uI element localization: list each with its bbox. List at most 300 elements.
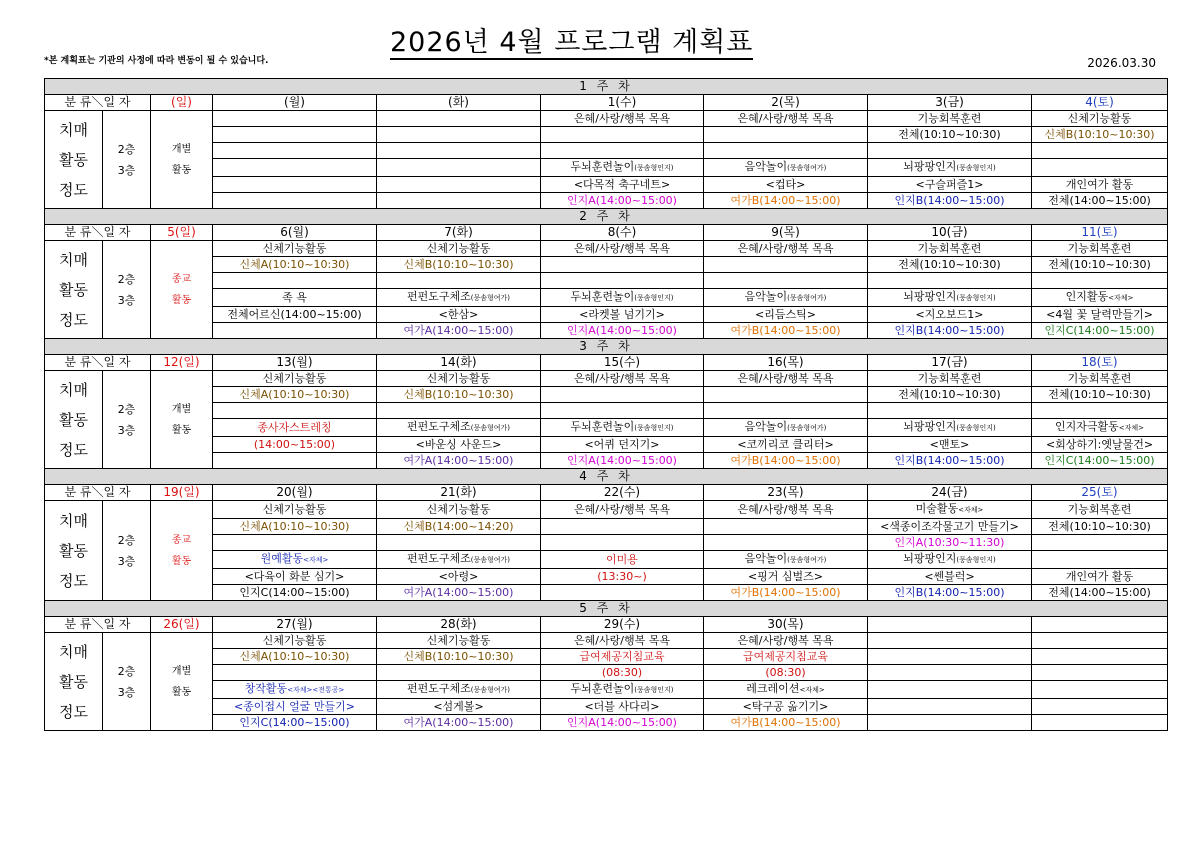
activity-tag: <자체> (799, 686, 825, 694)
schedule-cell (213, 273, 377, 289)
day-header: 6(월) (213, 225, 377, 241)
sunday-activity-line: 활동 (171, 555, 192, 567)
sunday-activity-line: 활동 (171, 686, 192, 698)
schedule-cell (213, 307, 377, 323)
schedule-cell (377, 633, 541, 649)
activity-text: 은혜/사랑/행복 목욕 (737, 242, 834, 255)
day-header: 13(월) (213, 355, 377, 371)
schedule-cell (377, 501, 541, 519)
activity-text: 창작활동 (244, 682, 288, 695)
activity-text: <바운싱 사운드> (415, 438, 502, 451)
activity-tag: <자체> (1108, 294, 1134, 302)
schedule-cell (213, 585, 377, 601)
schedule-cell (377, 715, 541, 731)
schedule-cell (868, 501, 1032, 519)
sunday-activity-line: 종교 (171, 534, 192, 546)
schedule-cell (704, 519, 868, 535)
activity-tag: (뭉솜형인지) (956, 164, 996, 172)
schedule-cell (377, 143, 541, 159)
schedule-cell (1032, 715, 1168, 731)
schedule-cell (541, 665, 704, 681)
schedule-cell (704, 143, 868, 159)
floor-line: 3층 (117, 293, 136, 307)
day-header: 10(금) (868, 225, 1032, 241)
activity-text: <맨토> (929, 438, 970, 451)
schedule-cell (704, 127, 868, 143)
activity-text: <코끼리코 클리터> (737, 438, 834, 451)
schedule-cell (377, 569, 541, 585)
schedule-row (45, 699, 1168, 715)
activity-text: 은혜/사랑/행복 목욕 (574, 634, 670, 647)
schedule-cell (213, 387, 377, 403)
schedule-cell (541, 715, 704, 731)
category-line: 정도 (59, 440, 88, 459)
schedule-row (45, 535, 1168, 551)
activity-tag: (뭉솜형여가) (470, 294, 511, 302)
activity-text: (08:30) (601, 666, 643, 679)
schedule-cell (704, 193, 868, 209)
activity-text: 은혜/사랑/행복 목욕 (574, 242, 670, 255)
day-header-row (45, 95, 1168, 111)
activity-text: 전체(10:10~10:30) (898, 388, 1001, 401)
saturday-header: 11(토) (1032, 225, 1168, 241)
schedule-cell (213, 715, 377, 731)
schedule-cell (213, 143, 377, 159)
sunday-activity-line: 활동 (171, 424, 192, 436)
schedule-cell (704, 323, 868, 339)
activity-text: 전체(10:10~10:30) (898, 128, 1001, 141)
schedule-row (45, 111, 1168, 127)
activity-text: 전체(10:10~10:30) (898, 258, 1001, 271)
activity-text: 인지A(10:30~11:30) (894, 536, 1005, 549)
schedule-cell (1032, 519, 1168, 535)
schedule-cell (1032, 143, 1168, 159)
schedule-cell (868, 111, 1032, 127)
schedule-cell (1032, 535, 1168, 551)
schedule-cell (213, 323, 377, 339)
activity-text: 인지C(14:00~15:00) (1044, 324, 1155, 337)
schedule-cell (868, 453, 1032, 469)
schedule-cell (1032, 177, 1168, 193)
schedule-cell (704, 551, 868, 569)
schedule-cell (704, 289, 868, 307)
schedule-cell (541, 551, 704, 569)
schedule-cell (213, 257, 377, 273)
category-line: 정도 (59, 310, 88, 329)
day-header: 17(금) (868, 355, 1032, 371)
week-title: 1 주 차 (45, 79, 1168, 95)
category-line: 활동 (59, 541, 88, 560)
activity-text: <컵타> (765, 178, 806, 191)
schedule-cell (541, 241, 704, 257)
activity-text: 인지C(14:00~15:00) (1044, 454, 1155, 467)
schedule-cell (377, 535, 541, 551)
schedule-cell (213, 633, 377, 649)
activity-text: 여가B(14:00~15:00) (730, 716, 841, 729)
day-header-row (45, 617, 1168, 633)
schedule-row (45, 289, 1168, 307)
activity-text: <종이접시 얼굴 만들기> (233, 700, 356, 713)
day-header (868, 617, 1032, 633)
floor-label (103, 633, 151, 731)
day-header: 7(화) (377, 225, 541, 241)
activity-text: 음악놀이 (744, 420, 788, 433)
schedule-row (45, 241, 1168, 257)
activity-text: 여가B(14:00~15:00) (730, 194, 841, 207)
day-header: (화) (377, 95, 541, 111)
schedule-cell (377, 289, 541, 307)
category-line: 정도 (59, 571, 88, 590)
activity-tag: (뭉솜형인지) (634, 294, 674, 302)
day-header: 15(수) (541, 355, 704, 371)
schedule-cell (213, 403, 377, 419)
activity-text: 펀펀도구체조 (406, 552, 471, 565)
schedule-cell (704, 649, 868, 665)
activity-tag: (뭉솜형여가) (470, 556, 511, 564)
activity-text: 인지A(14:00~15:00) (567, 454, 677, 467)
activity-text: 전체(10:10~10:30) (1048, 388, 1151, 401)
activity-text: 여가A(14:00~15:00) (403, 586, 514, 599)
schedule-row (45, 193, 1168, 209)
schedule-cell (868, 681, 1032, 699)
week-title: 3 주 차 (45, 339, 1168, 355)
floor-label (103, 371, 151, 469)
activity-text: <다육이 화분 심기> (244, 570, 345, 583)
week-bar (45, 339, 1168, 355)
activity-tag: (뭉솜형여가) (787, 164, 827, 172)
schedule-cell (868, 371, 1032, 387)
activity-text: 신체기능활동 (1067, 112, 1132, 125)
category-line: 치매 (59, 642, 88, 661)
schedule-cell (704, 501, 868, 519)
activity-text: 인지활동 (1065, 290, 1109, 303)
schedule-cell (1032, 419, 1168, 437)
schedule-cell (704, 437, 868, 453)
day-header: 2(목) (704, 95, 868, 111)
activity-text: 여가B(14:00~15:00) (730, 586, 841, 599)
activity-tag: (뭉솜형여가) (470, 424, 511, 432)
activity-text: 족 욕 (282, 291, 307, 304)
activity-text: 개인여가 활동 (1065, 570, 1134, 583)
activity-text: 기능회복훈련 (1067, 372, 1132, 385)
category-label (45, 371, 103, 469)
activity-text: 은혜/사랑/행복 목욕 (574, 503, 670, 516)
activity-text: 신체B(10:10~10:30) (403, 258, 514, 271)
schedule-row (45, 127, 1168, 143)
schedule-cell (868, 323, 1032, 339)
schedule-cell (377, 437, 541, 453)
activity-text: 레크레이션 (746, 682, 800, 695)
schedule-row (45, 453, 1168, 469)
schedule-cell (213, 111, 377, 127)
day-header: 22(수) (541, 485, 704, 501)
category-date-header: 분 류＼일 자 (45, 485, 151, 501)
activity-text: 이미용 (606, 553, 638, 566)
schedule-cell (541, 323, 704, 339)
activity-text: 펀펀도구체조 (406, 682, 471, 695)
activity-text: 신체A(10:10~10:30) (239, 650, 350, 663)
day-header: 14(화) (377, 355, 541, 371)
schedule-row (45, 649, 1168, 665)
schedule-cell (213, 437, 377, 453)
activity-text: <다목적 축구네트> (573, 178, 671, 191)
schedule-cell (377, 649, 541, 665)
activity-text: 종사자스트레칭 (257, 421, 332, 434)
activity-text: 은혜/사랑/행복 목욕 (737, 634, 834, 647)
activity-text: 전체(14:00~15:00) (1048, 586, 1151, 599)
notice-text: *본 계획표는 기관의 사정에 따라 변동이 될 수 있습니다. (44, 56, 269, 66)
schedule-cell (541, 681, 704, 699)
activity-text: <색종이조각물고기 만들기> (880, 520, 1019, 533)
schedule-cell (541, 437, 704, 453)
saturday-header: 18(토) (1032, 355, 1168, 371)
activity-text: 두뇌훈련놀이 (570, 682, 635, 695)
category-line: 치매 (59, 120, 88, 139)
day-header: 9(목) (704, 225, 868, 241)
day-header: 23(목) (704, 485, 868, 501)
schedule-cell (541, 273, 704, 289)
schedule-cell (704, 453, 868, 469)
schedule-cell (868, 535, 1032, 551)
schedule-cell (377, 551, 541, 569)
schedule-cell (213, 649, 377, 665)
schedule-cell (704, 111, 868, 127)
schedule-cell (868, 289, 1032, 307)
saturday-header: 4(토) (1032, 95, 1168, 111)
activity-text: 여가B(14:00~15:00) (730, 324, 841, 337)
schedule-row (45, 177, 1168, 193)
category-line: 정도 (59, 180, 88, 199)
schedule-cell (541, 371, 704, 387)
schedule-cell (541, 177, 704, 193)
schedule-cell (868, 665, 1032, 681)
activity-text: 두뇌훈련놀이 (570, 160, 635, 173)
activity-text: 신체A(10:10~10:30) (239, 258, 350, 271)
schedule-row (45, 307, 1168, 323)
activity-text: 급여제공지침교육 (579, 650, 665, 663)
schedule-cell (541, 387, 704, 403)
schedule-cell (704, 371, 868, 387)
week-title: 4 주 차 (45, 469, 1168, 485)
schedule-cell (1032, 665, 1168, 681)
day-header: 21(화) (377, 485, 541, 501)
schedule-cell (213, 535, 377, 551)
schedule-cell (541, 403, 704, 419)
activity-text: 신체기능활동 (262, 503, 327, 516)
activity-tag: <자체> (1118, 424, 1145, 432)
activity-tag: <자체><전통공> (287, 686, 345, 694)
activity-tag: (뭉솜형인지) (956, 294, 996, 302)
sunday-activity-label (151, 633, 213, 731)
activity-text: 음악놀이 (744, 552, 788, 565)
schedule-cell (213, 127, 377, 143)
activity-text: 음악놀이 (744, 160, 788, 173)
activity-text: 신체B(14:00~14:20) (403, 520, 514, 533)
schedule-row (45, 273, 1168, 289)
floor-line: 2층 (117, 402, 136, 416)
schedule-cell (704, 403, 868, 419)
day-header: 8(수) (541, 225, 704, 241)
activity-text: <섬게볼> (433, 700, 484, 713)
activity-text: <4월 꽃 달력만들기> (1046, 308, 1153, 321)
schedule-cell (541, 633, 704, 649)
schedule-cell (704, 681, 868, 699)
schedule-cell (541, 159, 704, 177)
category-date-header: 분 류＼일 자 (45, 617, 151, 633)
schedule-cell (377, 519, 541, 535)
week-title: 5 주 차 (45, 601, 1168, 617)
activity-tag: (뭉솜형인지) (956, 556, 996, 564)
activity-text: 신체기능활동 (262, 242, 327, 255)
activity-text: 여가B(14:00~15:00) (730, 454, 841, 467)
activity-text: 은혜/사랑/행복 목욕 (737, 372, 834, 385)
day-header: 20(월) (213, 485, 377, 501)
category-line: 활동 (59, 410, 88, 429)
schedule-cell (704, 387, 868, 403)
schedule-cell (541, 419, 704, 437)
activity-text: <구슬퍼즐1> (915, 178, 984, 191)
schedule-cell (704, 633, 868, 649)
activity-text: 신체기능활동 (426, 503, 491, 516)
schedule-row (45, 681, 1168, 699)
week-bar (45, 209, 1168, 225)
schedule-row (45, 437, 1168, 453)
activity-text: <핑거 심벌즈> (747, 570, 824, 583)
activity-text: 은혜/사랑/행복 목욕 (737, 503, 834, 516)
activity-text: 신체B(10:10~10:30) (403, 650, 514, 663)
category-label (45, 111, 103, 209)
floor-line: 3층 (117, 685, 136, 699)
schedule-cell (1032, 127, 1168, 143)
day-header-row (45, 355, 1168, 371)
floor-line: 3층 (117, 163, 136, 177)
schedule-cell (868, 193, 1032, 209)
activity-text: 인지A(14:00~15:00) (567, 194, 677, 207)
schedule-cell (1032, 307, 1168, 323)
schedule-cell (213, 453, 377, 469)
floor-line: 3층 (117, 423, 136, 437)
category-line: 치매 (59, 380, 88, 399)
activity-text: 신체기능활동 (426, 634, 491, 647)
schedule-cell (704, 177, 868, 193)
schedule-cell (377, 665, 541, 681)
activity-text: 전체(10:10~10:30) (1048, 258, 1151, 271)
schedule-cell (377, 699, 541, 715)
saturday-header (1032, 617, 1168, 633)
schedule-cell (868, 307, 1032, 323)
schedule-cell (868, 715, 1032, 731)
activity-text: <아령> (438, 570, 479, 583)
schedule-cell (1032, 649, 1168, 665)
week-bar (45, 469, 1168, 485)
schedule-cell (1032, 371, 1168, 387)
activity-text: 기능회복훈련 (917, 112, 982, 125)
activity-text: (08:30) (765, 666, 806, 679)
schedule-cell (377, 307, 541, 323)
category-label (45, 633, 103, 731)
schedule-row (45, 387, 1168, 403)
activity-text: 인지B(14:00~15:00) (894, 324, 1005, 337)
day-header: 27(월) (213, 617, 377, 633)
day-header: 28(화) (377, 617, 541, 633)
schedule-cell (868, 519, 1032, 535)
activity-text: 신체A(10:10~10:30) (239, 388, 350, 401)
schedule-row (45, 585, 1168, 601)
sunday-activity-line: 활동 (171, 294, 192, 306)
activity-text: 인지C(14:00~15:00) (239, 586, 350, 599)
schedule-cell (213, 193, 377, 209)
schedule-cell (1032, 159, 1168, 177)
schedule-cell (704, 665, 868, 681)
activity-text: 신체기능활동 (426, 242, 491, 255)
schedule-cell (868, 127, 1032, 143)
day-header: 30(목) (704, 617, 868, 633)
schedule-row (45, 323, 1168, 339)
activity-text: <한삼> (438, 308, 479, 321)
sunday-header: (일) (151, 95, 213, 111)
sunday-activity-line: 종교 (171, 273, 192, 285)
schedule-cell (213, 501, 377, 519)
sunday-activity-label (151, 501, 213, 601)
activity-tag: (뭉솜형여가) (787, 556, 827, 564)
schedule-cell (377, 681, 541, 699)
schedule-cell (377, 403, 541, 419)
schedule-cell (1032, 241, 1168, 257)
schedule-cell (868, 177, 1032, 193)
activity-text: <지오보드1> (915, 308, 984, 321)
schedule-cell (704, 699, 868, 715)
schedule-cell (541, 193, 704, 209)
schedule-cell (213, 289, 377, 307)
floor-line: 2층 (117, 272, 136, 286)
schedule-cell (868, 649, 1032, 665)
schedule-cell (1032, 569, 1168, 585)
schedule-cell (1032, 257, 1168, 273)
schedule-row (45, 665, 1168, 681)
activity-text: 기능회복훈련 (1067, 242, 1132, 255)
schedule-cell (1032, 289, 1168, 307)
schedule-cell (868, 551, 1032, 569)
activity-text: 인지자극활동 (1055, 420, 1119, 433)
schedule-cell (541, 289, 704, 307)
schedule-cell (1032, 387, 1168, 403)
category-date-header: 분 류＼일 자 (45, 95, 151, 111)
sunday-activity-label (151, 371, 213, 469)
day-header: (월) (213, 95, 377, 111)
activity-text: 신체기능활동 (262, 634, 327, 647)
floor-line: 2층 (117, 533, 136, 547)
activity-tag: <자체> (303, 556, 329, 564)
schedule-cell (377, 273, 541, 289)
schedule-cell (213, 569, 377, 585)
sunday-header: 19(일) (151, 485, 213, 501)
activity-text: 은혜/사랑/행복 목욕 (574, 372, 670, 385)
category-line: 활동 (59, 280, 88, 299)
schedule-cell (541, 585, 704, 601)
schedule-cell (541, 535, 704, 551)
activity-text: 인지A(14:00~15:00) (567, 324, 677, 337)
schedule-cell (377, 177, 541, 193)
day-header: 3(금) (868, 95, 1032, 111)
schedule-cell (868, 403, 1032, 419)
category-date-header: 분 류＼일 자 (45, 225, 151, 241)
category-line: 치매 (59, 511, 88, 530)
schedule-cell (1032, 323, 1168, 339)
schedule-cell (213, 699, 377, 715)
activity-text: <더블 사다리> (584, 700, 660, 713)
schedule-cell (868, 273, 1032, 289)
day-header: 29(수) (541, 617, 704, 633)
